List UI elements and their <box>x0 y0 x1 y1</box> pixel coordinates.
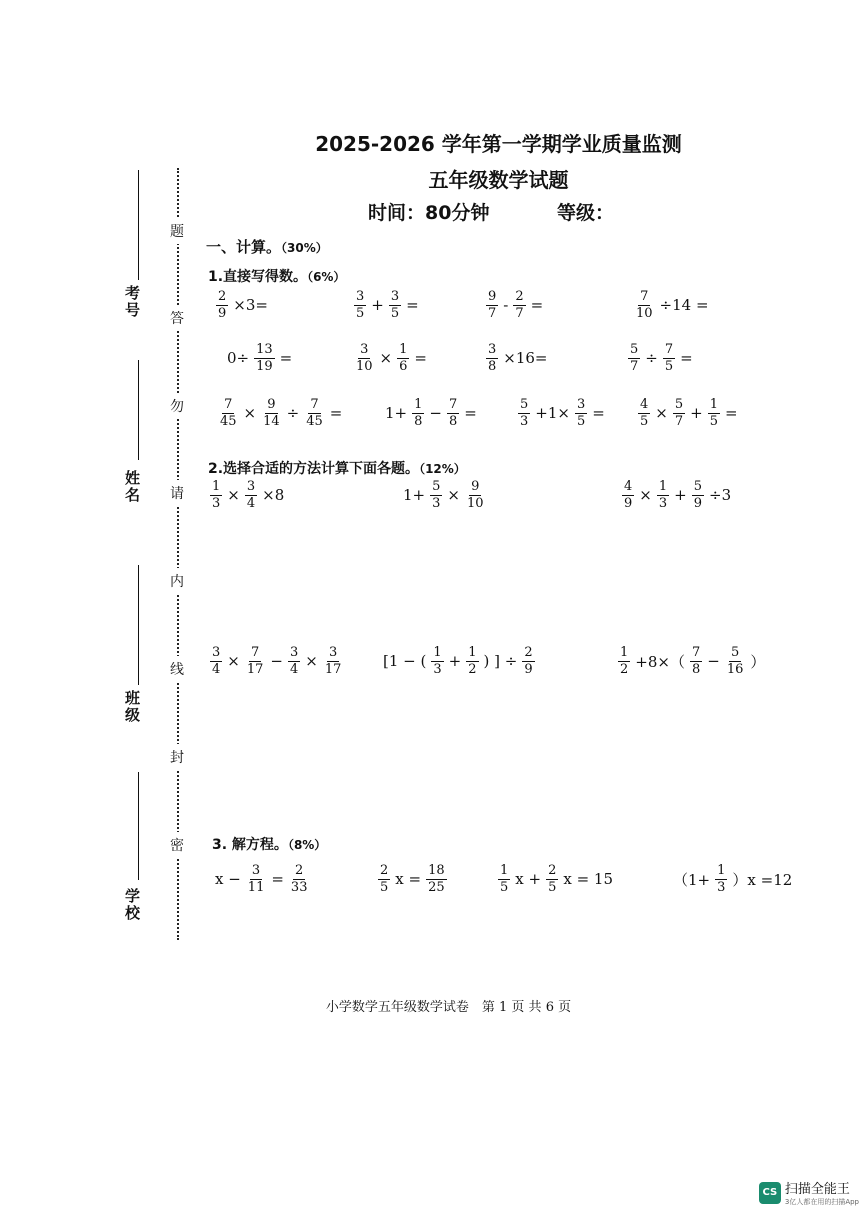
q3-equation <box>670 864 795 894</box>
fraction <box>486 343 498 373</box>
denominator: 8 <box>414 413 423 429</box>
fraction <box>412 398 424 428</box>
q1-expression <box>216 398 345 428</box>
expression-text: ×8 <box>262 486 285 505</box>
fraction <box>354 290 366 320</box>
denominator: 5 <box>380 879 389 895</box>
fraction <box>210 480 222 510</box>
numerator: 5 <box>730 645 740 660</box>
numerator: 3 <box>390 289 400 304</box>
fraction <box>245 646 266 676</box>
school-line <box>138 772 140 880</box>
numerator: 2 <box>295 863 304 878</box>
fraction <box>218 398 239 428</box>
q1-expression <box>484 290 546 320</box>
expression-text: − <box>429 404 442 423</box>
denominator: 3 <box>658 495 668 511</box>
scanner-logo-icon: CS <box>759 1182 781 1204</box>
q2-expression <box>616 646 768 676</box>
q1-points: （6%） <box>307 270 346 284</box>
fraction <box>389 290 401 320</box>
expression-text: × <box>379 349 393 368</box>
question-3-heading <box>212 834 326 854</box>
fraction <box>634 290 655 320</box>
expression-text: ×3= <box>233 296 268 315</box>
numerator: 3 <box>356 289 365 304</box>
exam-number-line <box>138 170 140 280</box>
expression-text: = <box>725 404 738 423</box>
numerator: 2 <box>515 289 524 304</box>
fraction <box>304 398 325 428</box>
numerator: 3 <box>488 342 497 357</box>
expression-text: ×16= <box>503 349 548 368</box>
expression-text: = <box>680 349 693 368</box>
q2-expression <box>620 480 734 510</box>
q3-equation <box>212 864 311 894</box>
denominator: 7 <box>630 358 639 374</box>
numerator: 3 <box>360 342 369 357</box>
fraction <box>323 646 344 676</box>
expression-text: + <box>371 296 384 315</box>
q2-expression <box>400 480 488 510</box>
expression-text: x = <box>395 870 422 889</box>
numerator: 3 <box>251 863 261 878</box>
numerator: 5 <box>674 397 684 412</box>
seal-char: 答 <box>170 305 184 331</box>
name-line <box>138 360 140 460</box>
numerator: 7 <box>640 289 649 304</box>
expression-text: = <box>329 404 343 423</box>
section-points: （30%） <box>281 241 328 255</box>
numerator: 1 <box>717 863 726 878</box>
numerator: 2 <box>380 863 389 878</box>
fraction <box>465 480 486 510</box>
question-2-heading <box>208 458 466 478</box>
fraction <box>657 480 669 510</box>
fraction <box>397 343 409 373</box>
denominator: 2 <box>620 661 629 677</box>
numerator: 2 <box>548 863 557 878</box>
expression-text: ) ] ÷ <box>483 652 518 671</box>
fraction <box>288 646 300 676</box>
q1-expression <box>214 290 271 320</box>
numerator: 9 <box>471 479 480 494</box>
exam-title: 2025-2026 学年第一学期学业质量监测 <box>315 132 682 156</box>
denominator: 4 <box>289 661 299 677</box>
q1-expression <box>626 343 696 373</box>
denominator: 10 <box>466 495 484 511</box>
expression-text: + <box>448 652 462 671</box>
expression-text: （1+ <box>673 870 711 889</box>
numerator: 3 <box>576 397 586 412</box>
denominator: 5 <box>640 413 649 429</box>
fraction <box>638 398 650 428</box>
denominator: 2 <box>468 661 477 677</box>
q2-title: 2.选择合适的方法计算下面各题。 <box>208 461 420 477</box>
numerator: 7 <box>224 397 233 412</box>
numerator: 4 <box>640 397 649 412</box>
fraction <box>715 864 727 894</box>
fraction <box>289 864 310 894</box>
q1-expression <box>516 398 608 428</box>
denominator: 14 <box>263 413 280 429</box>
numerator: 5 <box>432 479 441 494</box>
seal-char: 题 <box>170 218 184 244</box>
fraction <box>690 646 702 676</box>
numerator: 5 <box>693 479 702 494</box>
q3-equation <box>376 864 449 894</box>
numerator: 7 <box>250 645 260 660</box>
denominator: 5 <box>548 879 557 895</box>
expression-text: = <box>406 296 419 315</box>
fraction <box>498 864 510 894</box>
denominator: 9 <box>218 305 227 321</box>
numerator: 2 <box>524 645 533 660</box>
denominator: 3 <box>212 495 221 511</box>
numerator: 2 <box>218 289 227 304</box>
numerator: 5 <box>520 397 529 412</box>
expression-text: ÷ <box>645 349 658 368</box>
numerator: 1 <box>709 397 718 412</box>
denominator: 5 <box>709 413 718 429</box>
class-label: 班级 <box>123 690 141 724</box>
seal-char: 线 <box>170 656 184 682</box>
numerator: 1 <box>658 479 668 494</box>
q2-expression <box>380 646 537 676</box>
time-label: 时间：80分钟 <box>368 202 490 224</box>
expression-text: × <box>227 486 240 505</box>
exam-subtitle: 五年级数学试题 <box>428 168 569 192</box>
section-heading <box>206 236 328 257</box>
class-line <box>138 565 140 685</box>
seal-char: 封 <box>170 744 184 770</box>
denominator: 10 <box>636 305 653 321</box>
fraction <box>575 398 587 428</box>
expression-text: = <box>279 349 293 368</box>
denominator: 5 <box>576 413 586 429</box>
expression-text: x = 15 <box>563 870 614 889</box>
fraction <box>431 646 443 676</box>
numerator: 9 <box>267 397 276 412</box>
numerator: 1 <box>414 397 423 412</box>
denominator: 5 <box>390 305 400 321</box>
expression-text: 1+ <box>403 486 426 505</box>
numerator: 1 <box>212 479 221 494</box>
expression-text: + <box>690 404 703 423</box>
numerator: 3 <box>212 645 221 660</box>
expression-text: ）x =12 <box>732 870 793 889</box>
denominator: 10 <box>356 358 373 374</box>
expression-text: ÷3 <box>709 486 732 505</box>
numerator: 5 <box>630 342 639 357</box>
q2-expression <box>208 480 287 510</box>
fraction <box>522 646 534 676</box>
denominator: 6 <box>399 358 408 374</box>
expression-text: × <box>243 404 257 423</box>
q1-expression <box>352 290 422 320</box>
numerator: 9 <box>488 289 497 304</box>
fraction <box>513 290 525 320</box>
fraction <box>378 864 390 894</box>
denominator: 19 <box>256 358 273 374</box>
expression-text: [1 − ( <box>383 652 427 671</box>
school-label: 学校 <box>123 888 141 922</box>
seal-char: 内 <box>170 568 184 594</box>
fraction <box>245 480 257 510</box>
expression-text: 1+ <box>385 404 408 423</box>
expression-text: − <box>270 652 283 671</box>
denominator: 5 <box>500 879 509 895</box>
denominator: 45 <box>220 413 237 429</box>
scanner-watermark <box>759 1178 859 1207</box>
expression-text: +1× <box>535 404 570 423</box>
expression-text: = <box>592 404 605 423</box>
expression-text: - <box>503 296 509 315</box>
section-title: 一、计算。 <box>206 238 282 256</box>
fraction <box>663 343 675 373</box>
denominator: 5 <box>664 358 674 374</box>
fraction <box>628 343 640 373</box>
fraction <box>708 398 720 428</box>
seal-char: 请 <box>170 480 184 506</box>
expression-text: x + <box>515 870 542 889</box>
numerator: 18 <box>428 863 445 878</box>
q1-expression <box>352 343 430 373</box>
q3-equation <box>496 864 616 894</box>
numerator: 7 <box>310 397 319 412</box>
expression-text: ） <box>750 652 766 671</box>
q1-expression <box>484 343 551 373</box>
numerator: 3 <box>289 645 299 660</box>
q2-expression <box>208 646 345 676</box>
expression-text: − <box>707 652 720 671</box>
expression-text: × <box>227 652 240 671</box>
denominator: 11 <box>247 879 265 895</box>
exam-number-label: 考号 <box>123 285 141 319</box>
q3-title: 3. 解方程。 <box>212 837 288 853</box>
fraction <box>261 398 282 428</box>
fraction <box>692 480 704 510</box>
numerator: 7 <box>691 645 701 660</box>
expression-text: × <box>305 652 318 671</box>
denominator: 3 <box>433 661 442 677</box>
denominator: 4 <box>246 495 256 511</box>
fraction <box>546 864 558 894</box>
q1-expression <box>224 343 295 373</box>
expression-text: = <box>414 349 427 368</box>
denominator: 8 <box>448 413 458 429</box>
numerator: 1 <box>399 342 408 357</box>
fraction <box>673 398 685 428</box>
denominator: 7 <box>515 305 524 321</box>
denominator: 16 <box>726 661 744 677</box>
numerator: 1 <box>620 645 629 660</box>
denominator: 45 <box>306 413 323 429</box>
expression-text: x − <box>215 870 241 889</box>
q1-expression <box>636 398 741 428</box>
expression-text: × <box>447 486 460 505</box>
numerator: 1 <box>468 645 477 660</box>
grade-label: 等级： <box>557 202 615 224</box>
denominator: 8 <box>691 661 701 677</box>
page-footer: 小学数学五年级数学试卷 第 1 页 共 6 页 <box>325 1000 572 1015</box>
expression-text: = <box>464 404 477 423</box>
fraction <box>447 398 459 428</box>
expression-text: + <box>674 486 687 505</box>
denominator: 25 <box>428 879 445 895</box>
scanner-tagline: 3亿人都在用的扫描App <box>784 1198 859 1206</box>
fraction <box>246 864 267 894</box>
q1-expression <box>382 398 480 428</box>
denominator: 9 <box>693 495 702 511</box>
fraction <box>466 646 478 676</box>
expression-text: +8×（ <box>635 652 685 671</box>
numerator: 7 <box>664 342 674 357</box>
fraction <box>486 290 498 320</box>
numerator: 1 <box>500 863 509 878</box>
fraction <box>426 864 447 894</box>
denominator: 9 <box>524 661 533 677</box>
numerator: 1 <box>433 645 442 660</box>
denominator: 3 <box>520 413 529 429</box>
denominator: 8 <box>488 358 497 374</box>
seal-char: 密 <box>170 832 184 858</box>
denominator: 3 <box>432 495 441 511</box>
numerator: 3 <box>246 479 256 494</box>
fraction <box>216 290 228 320</box>
fraction <box>210 646 222 676</box>
fraction <box>618 646 630 676</box>
denominator: 7 <box>488 305 497 321</box>
denominator: 5 <box>356 305 365 321</box>
numerator: 3 <box>328 645 338 660</box>
expression-text: ÷14 = <box>659 296 709 315</box>
fraction <box>430 480 442 510</box>
q3-points: （8%） <box>287 838 327 852</box>
denominator: 33 <box>290 879 308 895</box>
scanner-name: 扫描全能王 <box>784 1182 850 1197</box>
q1-title: 1.直接写得数。 <box>208 269 308 285</box>
fraction <box>518 398 530 428</box>
fraction <box>622 480 634 510</box>
binding-margin <box>110 160 170 950</box>
expression-text: 0÷ <box>227 349 250 368</box>
q2-points: （12%） <box>419 462 466 476</box>
seal-line <box>177 168 179 940</box>
seal-char: 勿 <box>170 393 184 419</box>
q1-expression <box>632 290 712 320</box>
fraction <box>725 646 746 676</box>
name-label: 姓名 <box>123 470 141 504</box>
numerator: 7 <box>448 397 458 412</box>
expression-text: = <box>530 296 544 315</box>
denominator: 17 <box>246 661 264 677</box>
fraction <box>354 343 375 373</box>
denominator: 17 <box>324 661 342 677</box>
expression-text: × <box>639 486 652 505</box>
numerator: 13 <box>256 342 273 357</box>
denominator: 9 <box>624 495 633 511</box>
denominator: 4 <box>212 661 221 677</box>
question-1-heading <box>208 266 345 286</box>
numerator: 4 <box>624 479 633 494</box>
denominator: 7 <box>674 413 684 429</box>
expression-text: = <box>271 870 284 889</box>
expression-text: × <box>655 404 668 423</box>
expression-text: ÷ <box>286 404 300 423</box>
fraction <box>254 343 275 373</box>
denominator: 3 <box>717 879 726 895</box>
